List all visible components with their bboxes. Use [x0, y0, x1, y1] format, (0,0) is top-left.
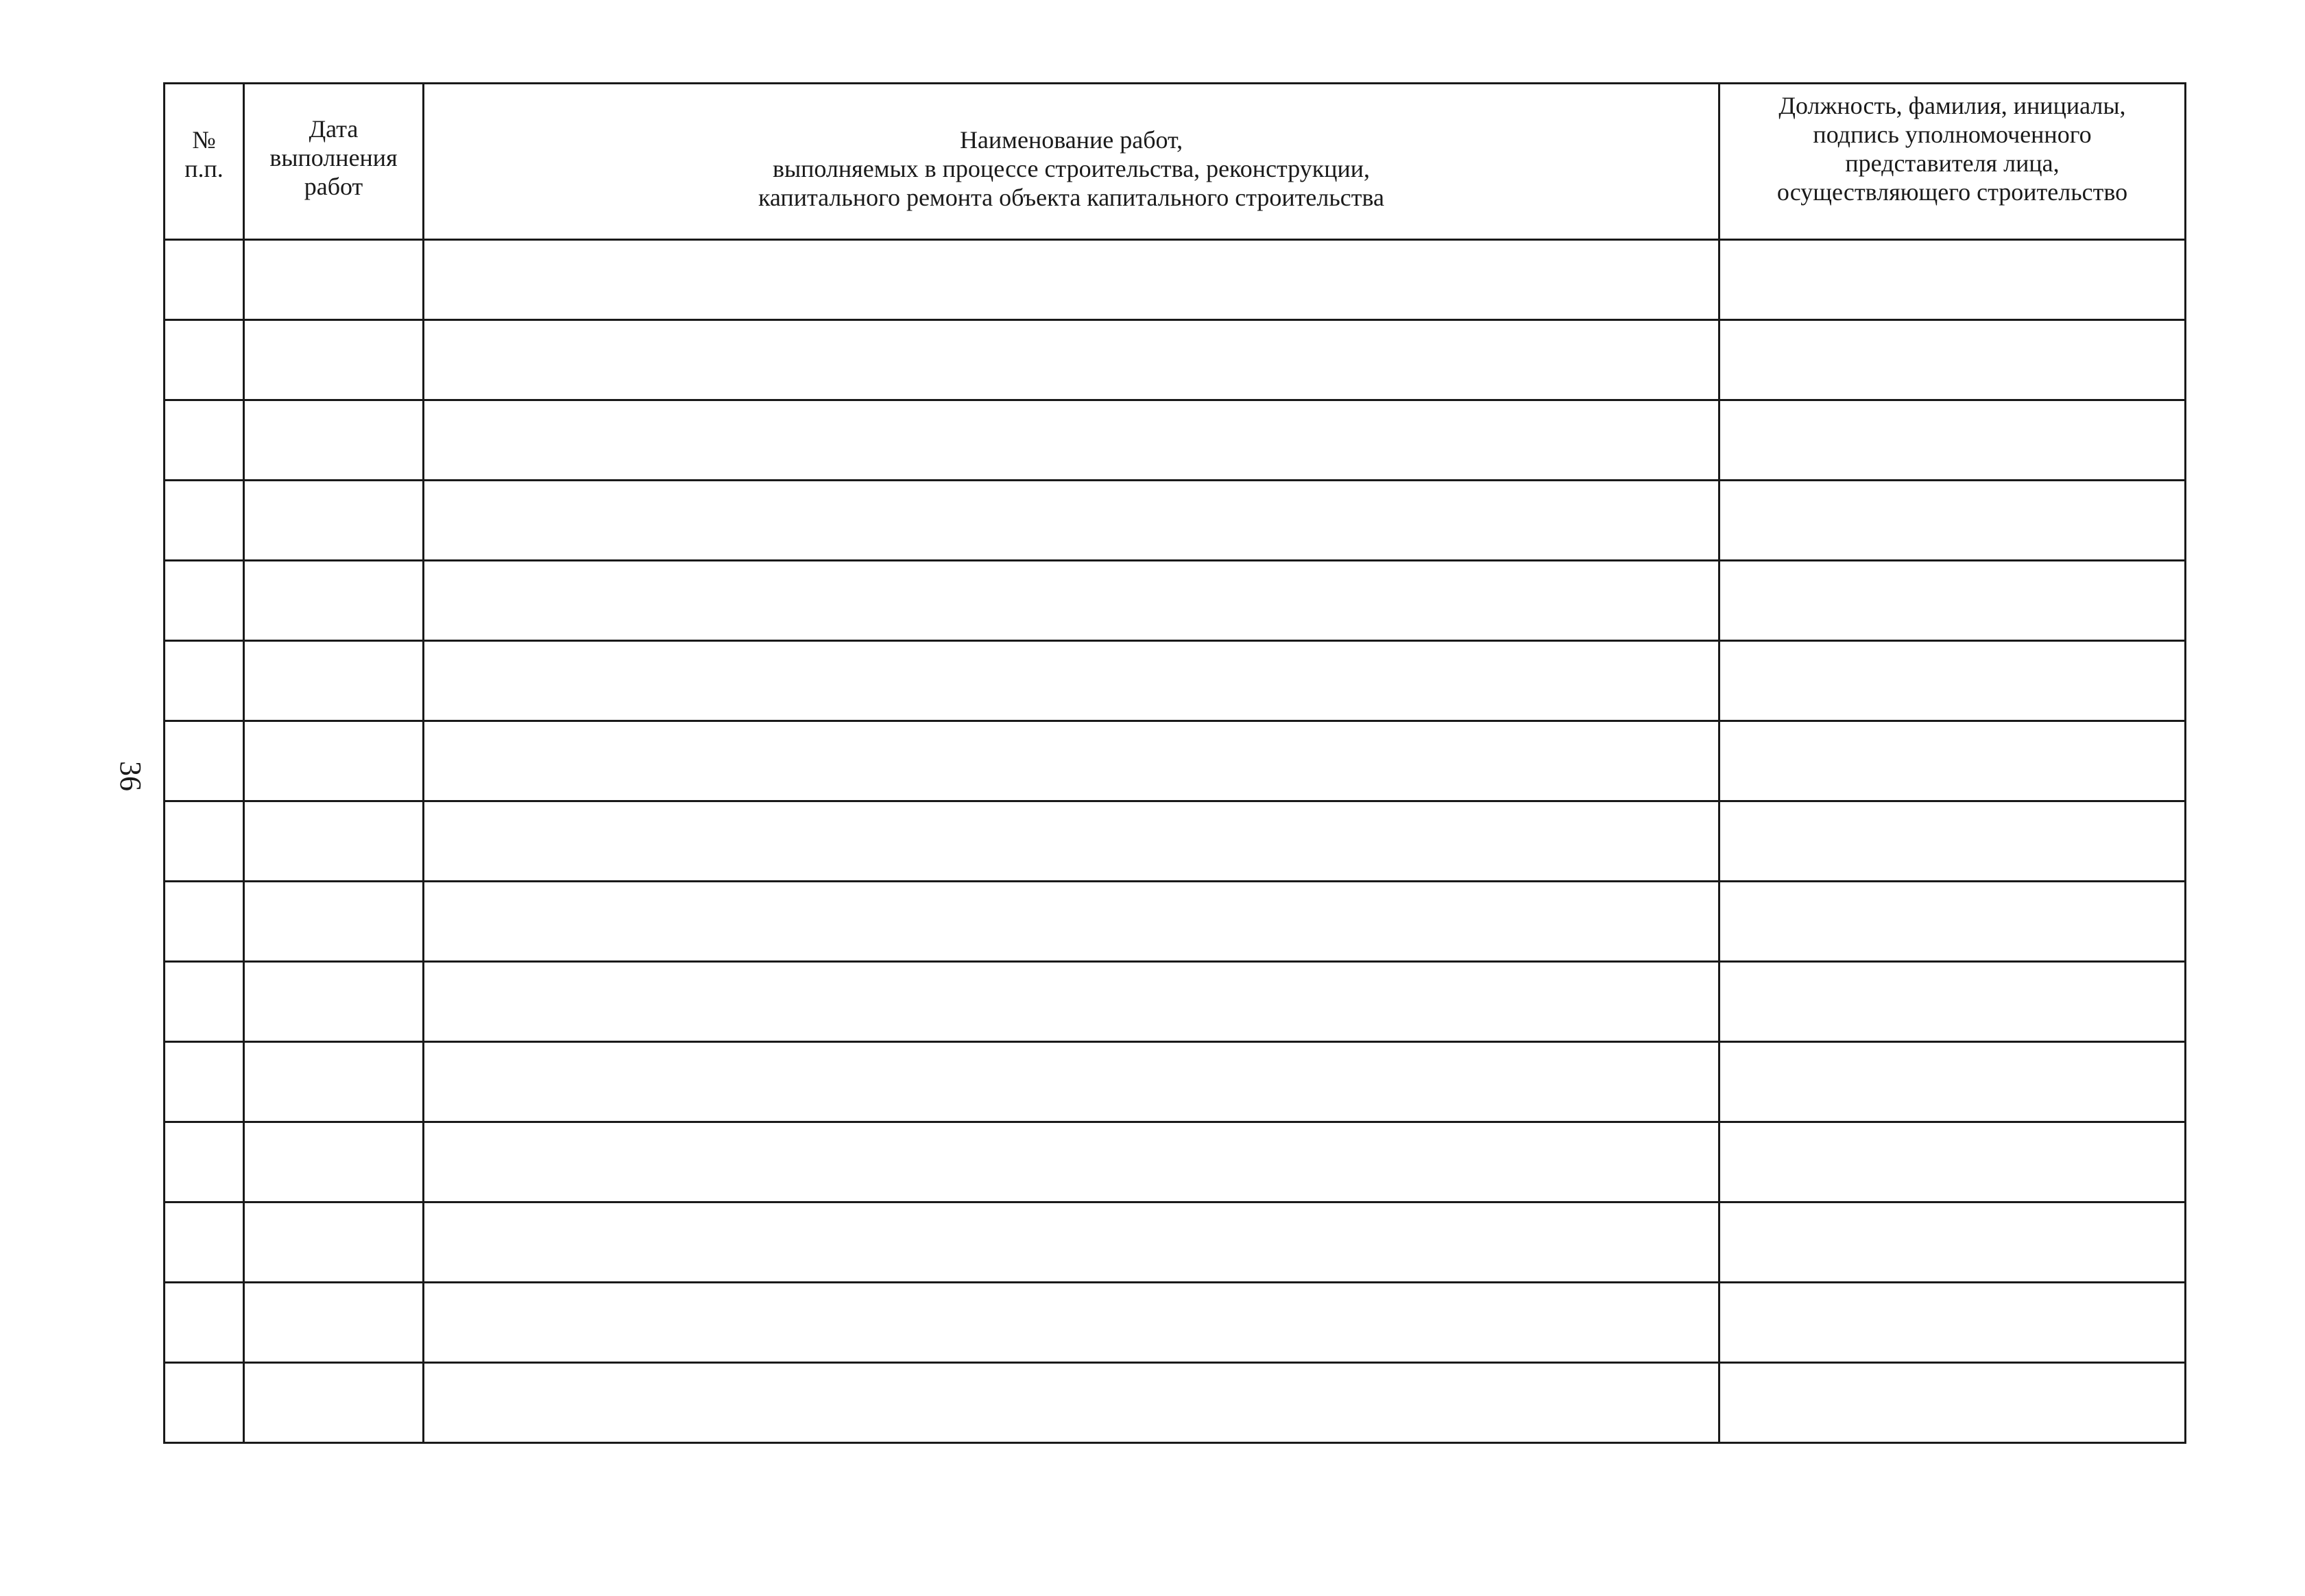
cell-number[interactable] [165, 1363, 244, 1443]
table-row [165, 1042, 2186, 1122]
table-row [165, 240, 2186, 320]
cell-work-name[interactable] [424, 721, 1719, 801]
cell-number[interactable] [165, 721, 244, 801]
work-log-table [163, 82, 2186, 1444]
cell-date[interactable] [244, 1042, 424, 1122]
cell-work-name[interactable] [424, 240, 1719, 320]
cell-signature[interactable] [1719, 400, 2186, 481]
cell-signature[interactable] [1719, 1202, 2186, 1283]
header-date: Дата выполнения работ [244, 84, 424, 240]
cell-work-name[interactable] [424, 1042, 1719, 1122]
cell-signature[interactable] [1719, 962, 2186, 1042]
table-row [165, 962, 2186, 1042]
table-row [165, 641, 2186, 721]
table-body [165, 240, 2186, 1443]
cell-signature[interactable] [1719, 882, 2186, 962]
cell-date[interactable] [244, 400, 424, 481]
cell-signature[interactable] [1719, 561, 2186, 641]
table-row [165, 1363, 2186, 1443]
cell-date[interactable] [244, 240, 424, 320]
cell-signature[interactable] [1719, 1042, 2186, 1122]
cell-number[interactable] [165, 1042, 244, 1122]
cell-work-name[interactable] [424, 1283, 1719, 1363]
cell-signature[interactable] [1719, 1363, 2186, 1443]
cell-work-name[interactable] [424, 962, 1719, 1042]
cell-date[interactable] [244, 641, 424, 721]
cell-number[interactable] [165, 1283, 244, 1363]
header-number: № п.п. [165, 84, 244, 240]
cell-work-name[interactable] [424, 882, 1719, 962]
table-row [165, 801, 2186, 882]
cell-signature[interactable] [1719, 1122, 2186, 1202]
cell-number[interactable] [165, 1202, 244, 1283]
cell-number[interactable] [165, 320, 244, 400]
cell-work-name[interactable] [424, 1122, 1719, 1202]
table-row [165, 1122, 2186, 1202]
table-row [165, 400, 2186, 481]
cell-number[interactable] [165, 1122, 244, 1202]
cell-work-name[interactable] [424, 1202, 1719, 1283]
cell-signature[interactable] [1719, 641, 2186, 721]
cell-number[interactable] [165, 561, 244, 641]
cell-date[interactable] [244, 721, 424, 801]
cell-signature[interactable] [1719, 1283, 2186, 1363]
page-number: 36 [114, 761, 147, 791]
cell-signature[interactable] [1719, 320, 2186, 400]
header-work-name: Наименование работ, выполняемых в процессе строительства, реконструкции, капитального ремонта объекта капитального строительства [424, 84, 1719, 240]
cell-date[interactable] [244, 1283, 424, 1363]
cell-number[interactable] [165, 641, 244, 721]
cell-number[interactable] [165, 481, 244, 561]
table-row [165, 882, 2186, 962]
cell-date[interactable] [244, 1202, 424, 1283]
cell-date[interactable] [244, 481, 424, 561]
cell-signature[interactable] [1719, 721, 2186, 801]
header-signature: Должность, фамилия, инициалы, подпись уполномоченного представителя лица, осуществляющего строительство [1719, 84, 2186, 240]
table-row [165, 1283, 2186, 1363]
table-row [165, 481, 2186, 561]
cell-work-name[interactable] [424, 561, 1719, 641]
cell-number[interactable] [165, 400, 244, 481]
cell-number[interactable] [165, 801, 244, 882]
cell-number[interactable] [165, 882, 244, 962]
header-row [165, 84, 2186, 240]
cell-signature[interactable] [1719, 801, 2186, 882]
cell-work-name[interactable] [424, 400, 1719, 481]
table-row [165, 561, 2186, 641]
cell-work-name[interactable] [424, 801, 1719, 882]
cell-date[interactable] [244, 801, 424, 882]
cell-date[interactable] [244, 561, 424, 641]
table-row [165, 1202, 2186, 1283]
cell-date[interactable] [244, 1122, 424, 1202]
cell-date[interactable] [244, 962, 424, 1042]
cell-date[interactable] [244, 1363, 424, 1443]
table-row [165, 721, 2186, 801]
cell-work-name[interactable] [424, 641, 1719, 721]
cell-signature[interactable] [1719, 481, 2186, 561]
cell-number[interactable] [165, 962, 244, 1042]
cell-number[interactable] [165, 240, 244, 320]
cell-work-name[interactable] [424, 320, 1719, 400]
cell-work-name[interactable] [424, 1363, 1719, 1443]
cell-work-name[interactable] [424, 481, 1719, 561]
table-row [165, 320, 2186, 400]
cell-signature[interactable] [1719, 240, 2186, 320]
cell-date[interactable] [244, 320, 424, 400]
cell-date[interactable] [244, 882, 424, 962]
